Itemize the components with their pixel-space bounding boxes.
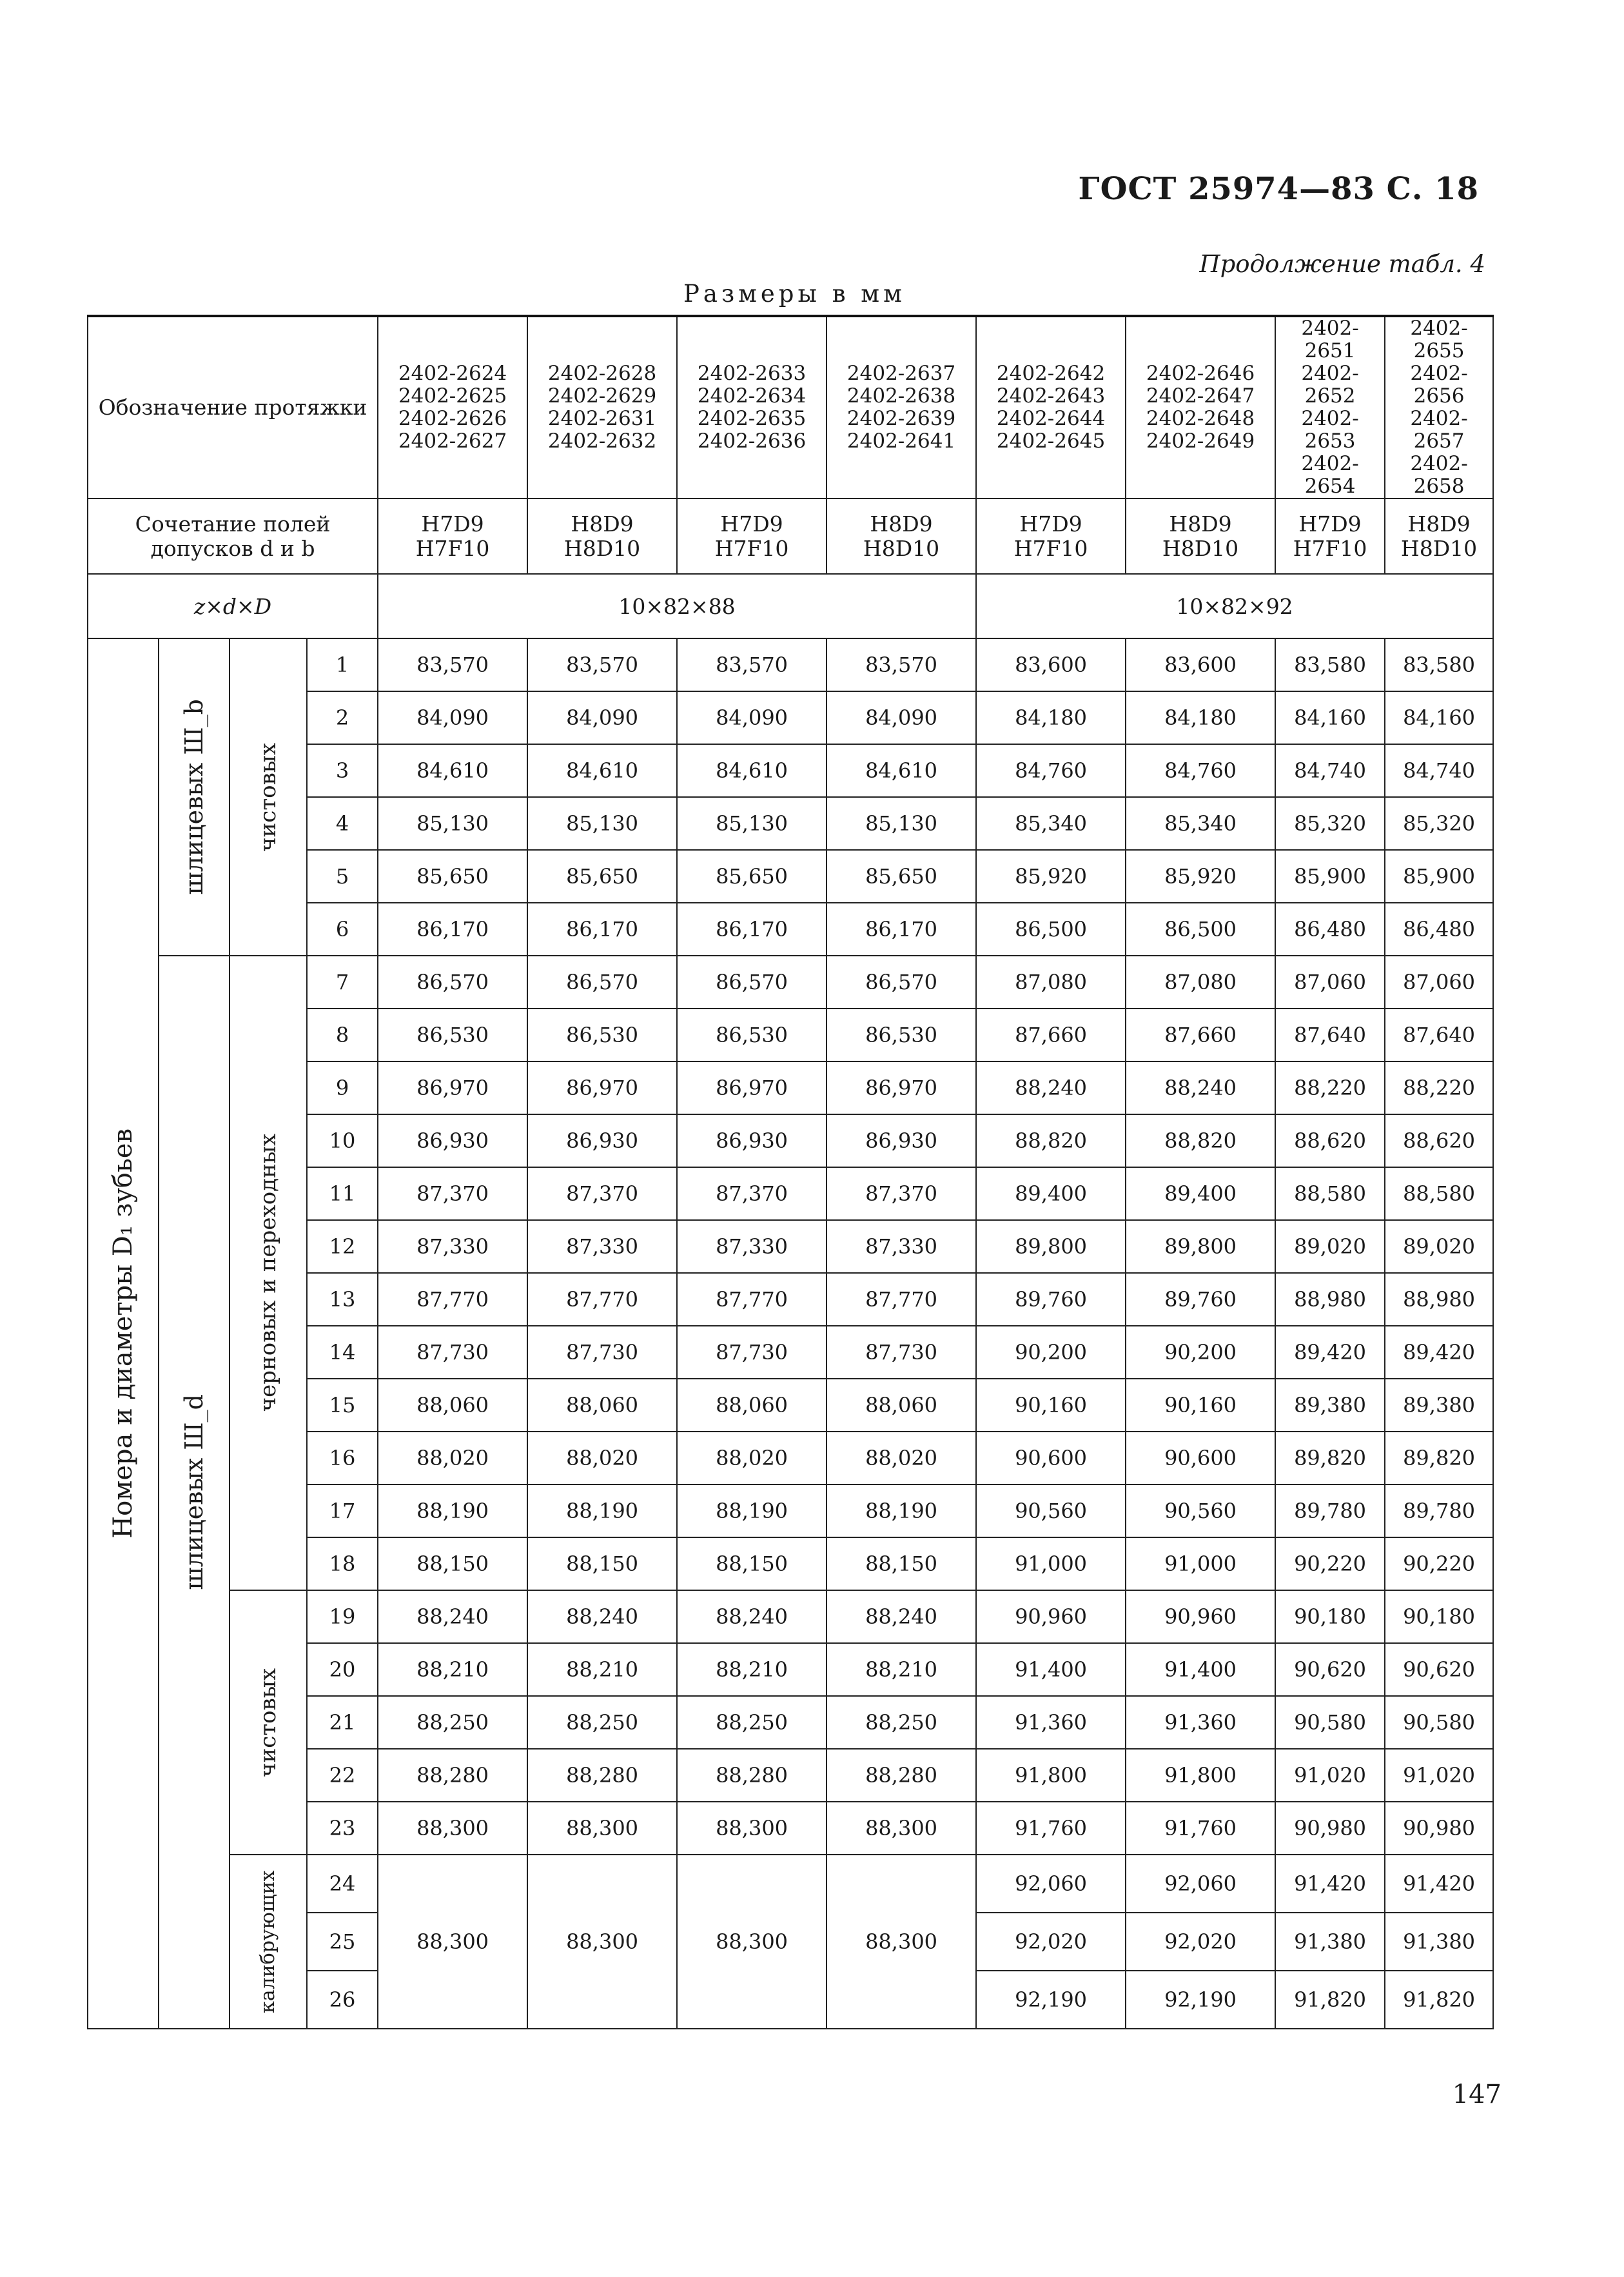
diameter-value: 86,500 (1126, 903, 1275, 956)
diameter-value: 84,160 (1275, 691, 1385, 744)
diameter-value: 86,530 (378, 1009, 527, 1061)
diameter-value: 90,200 (976, 1326, 1126, 1379)
tolerance-cell: H8D9 H8D10 (1126, 498, 1275, 574)
designation-cell: 2402-2624 2402-2625 2402-2626 2402-2627 (378, 316, 527, 498)
tolerance-cell: H8D9 H8D10 (527, 498, 677, 574)
gost-header: ГОСТ 25974—83 С. 18 (1078, 171, 1479, 207)
diameter-value: 92,020 (976, 1913, 1126, 1971)
diameter-value: 91,360 (1126, 1696, 1275, 1749)
tooth-number: 19 (307, 1590, 378, 1643)
diameter-value: 90,160 (1126, 1379, 1275, 1432)
diameter-value: 88,300 (527, 1855, 677, 2029)
diameter-value: 86,930 (527, 1114, 677, 1167)
diameter-value: 85,650 (677, 850, 827, 903)
diameter-value: 88,150 (827, 1537, 976, 1590)
diameter-value: 88,240 (527, 1590, 677, 1643)
tooth-number: 4 (307, 797, 378, 850)
diameter-value: 87,080 (1126, 956, 1275, 1009)
diameter-value: 90,620 (1385, 1643, 1493, 1696)
diameter-value: 88,580 (1275, 1167, 1385, 1220)
calibrating-label-text: калибрующих (257, 1870, 279, 2013)
diameter-value: 86,170 (378, 903, 527, 956)
diameter-value: 88,250 (527, 1696, 677, 1749)
diameter-value: 91,020 (1275, 1749, 1385, 1802)
designation-cell: 2402-2651 2402-2652 2402-2653 2402-2654 (1275, 316, 1385, 498)
diameter-value: 91,800 (1126, 1749, 1275, 1802)
diameter-value: 88,300 (827, 1855, 976, 2029)
diameter-value: 87,770 (527, 1273, 677, 1326)
units-note: Размеры в мм (683, 280, 906, 308)
diameter-value: 88,020 (527, 1432, 677, 1484)
diameter-value: 87,770 (677, 1273, 827, 1326)
diameter-value: 85,130 (827, 797, 976, 850)
diameter-value: 88,020 (378, 1432, 527, 1484)
diameter-value: 86,170 (527, 903, 677, 956)
diameter-value: 89,800 (1126, 1220, 1275, 1273)
diameter-value: 88,150 (527, 1537, 677, 1590)
diameter-value: 83,570 (527, 638, 677, 691)
diameter-value: 88,210 (827, 1643, 976, 1696)
designation-cell: 2402-2655 2402-2656 2402-2657 2402-2658 (1385, 316, 1493, 498)
tooth-number: 10 (307, 1114, 378, 1167)
diameter-value: 83,580 (1385, 638, 1493, 691)
diameter-value: 91,420 (1275, 1855, 1385, 1913)
diameter-value: 89,020 (1385, 1220, 1493, 1273)
diameter-value: 88,280 (827, 1749, 976, 1802)
diameter-value: 86,930 (378, 1114, 527, 1167)
table-row (88, 638, 1493, 691)
table-continuation-note: Продолжение табл. 4 (1199, 250, 1485, 278)
tooth-number: 26 (307, 1971, 378, 2029)
calibrating-label (230, 1855, 307, 2029)
tolerance-cell: H7D9 H7F10 (1275, 498, 1385, 574)
diameter-value: 88,060 (378, 1379, 527, 1432)
diameter-value: 89,760 (1126, 1273, 1275, 1326)
diameter-value: 87,080 (976, 956, 1126, 1009)
diameter-value: 88,240 (976, 1061, 1126, 1114)
diameter-value: 87,370 (378, 1167, 527, 1220)
tooth-number: 5 (307, 850, 378, 903)
tooth-number: 11 (307, 1167, 378, 1220)
diameter-value: 84,740 (1385, 744, 1493, 797)
diameter-value: 88,190 (378, 1484, 527, 1537)
diameter-value: 88,300 (677, 1802, 827, 1855)
diameter-value: 92,020 (1126, 1913, 1275, 1971)
diameter-value: 84,090 (827, 691, 976, 744)
diameter-value: 84,090 (527, 691, 677, 744)
diameter-value: 84,760 (1126, 744, 1275, 797)
tooth-number: 12 (307, 1220, 378, 1273)
diameter-value: 91,000 (976, 1537, 1126, 1590)
diameter-value: 90,980 (1385, 1802, 1493, 1855)
designation-cell: 2402-2646 2402-2647 2402-2648 2402-2649 (1126, 316, 1275, 498)
diameter-value: 88,300 (378, 1802, 527, 1855)
diameter-value: 92,060 (1126, 1855, 1275, 1913)
tooth-number: 24 (307, 1855, 378, 1913)
diameter-value: 85,650 (827, 850, 976, 903)
diameter-value: 85,900 (1385, 850, 1493, 903)
diameter-value: 89,820 (1385, 1432, 1493, 1484)
tooth-number: 3 (307, 744, 378, 797)
diameter-value: 87,370 (527, 1167, 677, 1220)
diameter-value: 89,400 (976, 1167, 1126, 1220)
designation-cell: 2402-2628 2402-2629 2402-2631 2402-2632 (527, 316, 677, 498)
diameter-value: 84,610 (677, 744, 827, 797)
diameter-value: 88,820 (1126, 1114, 1275, 1167)
diameter-value: 83,570 (827, 638, 976, 691)
diameter-value: 91,380 (1275, 1913, 1385, 1971)
diameter-value: 86,500 (976, 903, 1126, 956)
diameter-value: 87,330 (827, 1220, 976, 1273)
diameter-value: 92,060 (976, 1855, 1126, 1913)
tooth-number: 23 (307, 1802, 378, 1855)
diameter-value: 86,480 (1385, 903, 1493, 956)
tolerance-label: Сочетание полей допусков d и b (88, 498, 378, 574)
tooth-number: 13 (307, 1273, 378, 1326)
diameter-value: 86,530 (677, 1009, 827, 1061)
diameter-value: 91,800 (976, 1749, 1126, 1802)
tooth-number: 16 (307, 1432, 378, 1484)
diameter-value: 85,320 (1385, 797, 1493, 850)
diameter-value: 87,660 (976, 1009, 1126, 1061)
diameter-value: 87,730 (827, 1326, 976, 1379)
diameter-value: 88,300 (827, 1802, 976, 1855)
diameter-value: 88,220 (1275, 1061, 1385, 1114)
diameter-value: 88,060 (677, 1379, 827, 1432)
tolerance-row (88, 498, 1493, 574)
diameter-value: 83,580 (1275, 638, 1385, 691)
diameter-value: 91,760 (976, 1802, 1126, 1855)
diameter-value: 86,170 (677, 903, 827, 956)
diameter-value: 88,190 (527, 1484, 677, 1537)
diameter-value: 90,180 (1275, 1590, 1385, 1643)
finishing-label-text: чистовых (255, 742, 281, 852)
diameter-value: 86,970 (827, 1061, 976, 1114)
diameter-value: 85,920 (1126, 850, 1275, 903)
tooth-number: 1 (307, 638, 378, 691)
tooth-number: 21 (307, 1696, 378, 1749)
designation-cell: 2402-2642 2402-2643 2402-2644 2402-2645 (976, 316, 1126, 498)
page-number: 147 (1452, 2080, 1502, 2109)
diameter-value: 87,770 (827, 1273, 976, 1326)
diameter-value: 91,400 (976, 1643, 1126, 1696)
tolerance-cell: H8D9 H8D10 (827, 498, 976, 574)
group-b-label-text: шлицевых Ш_b (180, 699, 208, 895)
diameter-value: 91,380 (1385, 1913, 1493, 1971)
tooth-number: 7 (307, 956, 378, 1009)
tooth-number: 15 (307, 1379, 378, 1432)
diameter-value: 91,420 (1385, 1855, 1493, 1913)
diameter-value: 84,610 (378, 744, 527, 797)
diameter-value: 86,970 (378, 1061, 527, 1114)
diameter-value: 87,640 (1385, 1009, 1493, 1061)
diameter-value: 88,240 (1126, 1061, 1275, 1114)
diameter-value: 89,780 (1275, 1484, 1385, 1537)
diameter-value: 84,090 (677, 691, 827, 744)
diameter-value: 88,210 (677, 1643, 827, 1696)
diameter-value: 85,340 (1126, 797, 1275, 850)
diameter-value: 85,130 (527, 797, 677, 850)
diameter-value: 91,400 (1126, 1643, 1275, 1696)
diameter-value: 91,820 (1385, 1971, 1493, 2029)
zdd-row (88, 574, 1493, 638)
diameter-value: 85,320 (1275, 797, 1385, 850)
diameter-value: 86,480 (1275, 903, 1385, 956)
group-b-label (159, 638, 230, 956)
diameter-value: 88,250 (827, 1696, 976, 1749)
diameter-value: 87,730 (527, 1326, 677, 1379)
diameter-value: 88,150 (378, 1537, 527, 1590)
diameter-value: 89,760 (976, 1273, 1126, 1326)
diameter-value: 88,980 (1275, 1273, 1385, 1326)
diameter-value: 89,780 (1385, 1484, 1493, 1537)
diameter-value: 84,180 (1126, 691, 1275, 744)
diameter-value: 87,330 (527, 1220, 677, 1273)
diameter-value: 87,730 (677, 1326, 827, 1379)
diameter-value: 84,160 (1385, 691, 1493, 744)
diameter-value: 86,530 (527, 1009, 677, 1061)
tooth-number: 25 (307, 1913, 378, 1971)
tooth-number: 18 (307, 1537, 378, 1590)
finishing-label (230, 638, 307, 956)
diameter-value: 89,020 (1275, 1220, 1385, 1273)
diameter-value: 88,210 (378, 1643, 527, 1696)
diameter-value: 88,280 (527, 1749, 677, 1802)
diameter-value: 90,560 (976, 1484, 1126, 1537)
diameter-value: 90,600 (1126, 1432, 1275, 1484)
diameter-value: 88,300 (378, 1855, 527, 2029)
teeth-label (88, 638, 159, 2029)
zdd-value: 10×82×92 (976, 574, 1493, 638)
diameter-value: 88,250 (378, 1696, 527, 1749)
diameter-value: 89,380 (1385, 1379, 1493, 1432)
tooth-number: 9 (307, 1061, 378, 1114)
diameter-value: 88,280 (677, 1749, 827, 1802)
diameter-value: 84,090 (378, 691, 527, 744)
diameter-value: 89,400 (1126, 1167, 1275, 1220)
diameter-value: 88,190 (827, 1484, 976, 1537)
designation-cell: 2402-2633 2402-2634 2402-2635 2402-2636 (677, 316, 827, 498)
diameter-value: 90,960 (1126, 1590, 1275, 1643)
diameter-value: 88,250 (677, 1696, 827, 1749)
diameter-value: 87,330 (677, 1220, 827, 1273)
tooth-number: 6 (307, 903, 378, 956)
diameter-value: 91,360 (976, 1696, 1126, 1749)
tolerance-cell: H7D9 H7F10 (378, 498, 527, 574)
diameter-value: 88,820 (976, 1114, 1126, 1167)
diameter-value: 89,420 (1385, 1326, 1493, 1379)
tooth-number: 20 (307, 1643, 378, 1696)
broach-dimensions-table (87, 315, 1494, 2029)
diameter-value: 91,760 (1126, 1802, 1275, 1855)
tolerance-cell: H7D9 H7F10 (677, 498, 827, 574)
diameter-value: 85,650 (527, 850, 677, 903)
diameter-value: 88,020 (677, 1432, 827, 1484)
diameter-value: 84,740 (1275, 744, 1385, 797)
diameter-value: 83,570 (378, 638, 527, 691)
tooth-number: 14 (307, 1326, 378, 1379)
diameter-value: 89,420 (1275, 1326, 1385, 1379)
roughing-label (230, 956, 307, 1590)
tolerance-cell: H7D9 H7F10 (976, 498, 1126, 574)
roughing-label-text: черновых и переходных (255, 1134, 281, 1412)
diameter-value: 92,190 (1126, 1971, 1275, 2029)
diameter-value: 88,240 (378, 1590, 527, 1643)
diameter-value: 89,800 (976, 1220, 1126, 1273)
diameter-value: 86,570 (527, 956, 677, 1009)
diameter-value: 88,620 (1385, 1114, 1493, 1167)
diameter-value: 90,200 (1126, 1326, 1275, 1379)
diameter-value: 84,760 (976, 744, 1126, 797)
finishing-label (230, 1590, 307, 1855)
zdd-value: 10×82×88 (378, 574, 976, 638)
diameter-value: 86,570 (827, 956, 976, 1009)
diameter-value: 85,130 (677, 797, 827, 850)
zdd-label: z×d×D (88, 574, 378, 638)
diameter-value: 90,220 (1275, 1537, 1385, 1590)
tooth-number: 17 (307, 1484, 378, 1537)
diameter-value: 87,730 (378, 1326, 527, 1379)
diameter-value: 85,130 (378, 797, 527, 850)
diameter-value: 85,920 (976, 850, 1126, 903)
diameter-value: 86,170 (827, 903, 976, 956)
diameter-value: 86,530 (827, 1009, 976, 1061)
tolerance-cell: H8D9 H8D10 (1385, 498, 1493, 574)
designation-cell: 2402-2637 2402-2638 2402-2639 2402-2641 (827, 316, 976, 498)
diameter-value: 87,660 (1126, 1009, 1275, 1061)
diameter-value: 88,300 (527, 1802, 677, 1855)
diameter-value: 90,980 (1275, 1802, 1385, 1855)
diameter-value: 85,340 (976, 797, 1126, 850)
diameter-value: 90,180 (1385, 1590, 1493, 1643)
diameter-value: 85,900 (1275, 850, 1385, 903)
diameter-value: 87,330 (378, 1220, 527, 1273)
diameter-value: 91,020 (1385, 1749, 1493, 1802)
diameter-value: 84,610 (527, 744, 677, 797)
diameter-value: 88,060 (827, 1379, 976, 1432)
diameter-value: 90,580 (1385, 1696, 1493, 1749)
diameter-value: 84,610 (827, 744, 976, 797)
diameter-value: 88,580 (1385, 1167, 1493, 1220)
diameter-value: 85,650 (378, 850, 527, 903)
diameter-value: 87,770 (378, 1273, 527, 1326)
tooth-number: 2 (307, 691, 378, 744)
diameter-value: 83,570 (677, 638, 827, 691)
diameter-value: 87,640 (1275, 1009, 1385, 1061)
teeth-label-text: Номера и диаметры D₁ зубьев (108, 1129, 138, 1539)
diameter-value: 88,240 (827, 1590, 976, 1643)
diameter-value: 88,220 (1385, 1061, 1493, 1114)
diameter-value: 88,060 (527, 1379, 677, 1432)
table-row (88, 956, 1493, 1009)
diameter-value: 89,820 (1275, 1432, 1385, 1484)
diameter-value: 90,160 (976, 1379, 1126, 1432)
diameter-value: 88,280 (378, 1749, 527, 1802)
group-d-label-text: шлицевых Ш_d (180, 1394, 208, 1590)
tooth-number: 8 (307, 1009, 378, 1061)
diameter-value: 91,000 (1126, 1537, 1275, 1590)
diameter-value: 87,060 (1275, 956, 1385, 1009)
table-row (88, 1590, 1493, 1643)
diameter-value: 86,930 (827, 1114, 976, 1167)
diameter-value: 86,970 (677, 1061, 827, 1114)
diameter-value: 90,220 (1385, 1537, 1493, 1590)
table-row (88, 1855, 1493, 1913)
diameter-value: 92,190 (976, 1971, 1126, 2029)
diameter-value: 84,180 (976, 691, 1126, 744)
group-d-label (159, 956, 230, 2029)
diameter-value: 83,600 (1126, 638, 1275, 691)
diameter-value: 86,570 (677, 956, 827, 1009)
diameter-value: 91,820 (1275, 1971, 1385, 2029)
diameter-value: 88,980 (1385, 1273, 1493, 1326)
diameter-value: 88,240 (677, 1590, 827, 1643)
designation-row (88, 316, 1493, 498)
diameter-value: 90,960 (976, 1590, 1126, 1643)
diameter-value: 86,970 (527, 1061, 677, 1114)
diameter-value: 86,570 (378, 956, 527, 1009)
diameter-value: 90,620 (1275, 1643, 1385, 1696)
diameter-value: 87,370 (827, 1167, 976, 1220)
diameter-value: 88,150 (677, 1537, 827, 1590)
diameter-value: 86,930 (677, 1114, 827, 1167)
diameter-value: 88,190 (677, 1484, 827, 1537)
designation-label: Обозначение протяжки (88, 316, 378, 498)
diameter-value: 88,020 (827, 1432, 976, 1484)
diameter-value: 88,300 (677, 1855, 827, 2029)
diameter-value: 87,370 (677, 1167, 827, 1220)
diameter-value: 90,600 (976, 1432, 1126, 1484)
diameter-value: 90,580 (1275, 1696, 1385, 1749)
tooth-number: 22 (307, 1749, 378, 1802)
diameter-value: 88,620 (1275, 1114, 1385, 1167)
finishing-label-text: чистовых (255, 1668, 281, 1777)
diameter-value: 83,600 (976, 638, 1126, 691)
diameter-value: 87,060 (1385, 956, 1493, 1009)
diameter-value: 89,380 (1275, 1379, 1385, 1432)
diameter-value: 88,210 (527, 1643, 677, 1696)
diameter-value: 90,560 (1126, 1484, 1275, 1537)
